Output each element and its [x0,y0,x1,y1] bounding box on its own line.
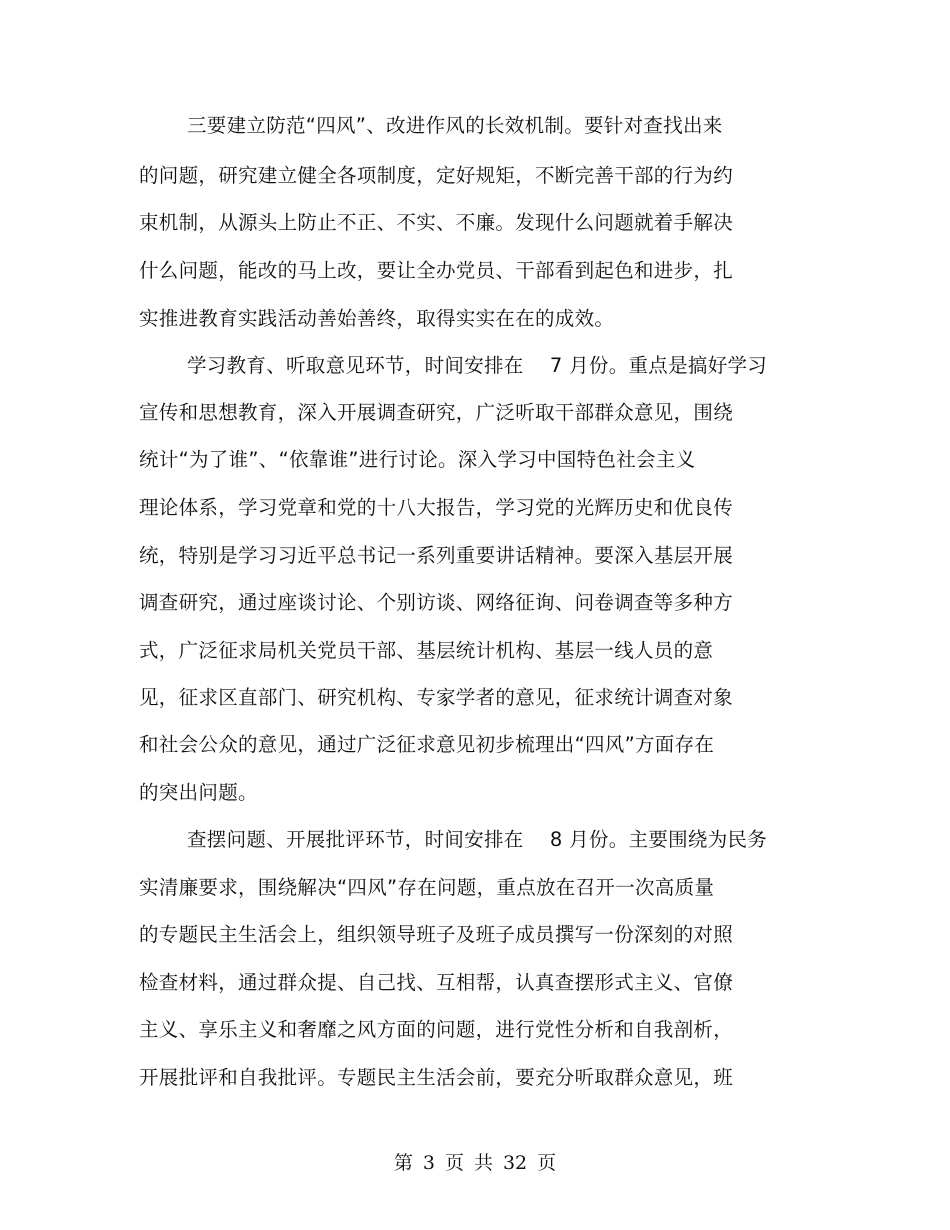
paragraph-2-line-6: 调查研究，通过座谈讨论、个别访谈、网络征询、问卷调查等多种方 [139,591,734,614]
paragraph-1-line-3: 束机制，从源头上防止不正、不实、不廉。发现什么问题就着手解决 [139,211,734,234]
paragraph-2-line-2: 宣传和思想教育，深入开展调查研究，广泛听取干部群众意见，围绕 [139,401,734,424]
paragraph-2-line-4: 理论体系，学习党章和党的十八大报告，学习党的光辉历史和优良传 [139,496,734,519]
paragraph-3-line-1: 查摆问题、开展批评环节，时间安排在 8 月份。主要围绕为民务 [187,828,768,851]
paragraph-1-line-5: 实推进教育实践活动善始善终，取得实实在在的成效。 [139,307,615,330]
page-number-footer [0,1148,950,1178]
paragraph-3-line-4: 检查材料，通过群众提、自己找、互相帮，认真查摆形式主义、官僚 [139,971,734,994]
paragraph-2-line-1: 学习教育、听取意见环节，时间安排在 7 月份。重点是搞好学习 [187,354,768,377]
current-page-number: 3 [422,1152,435,1174]
paragraph-2-line-8: 见，征求区直部门、研究机构、专家学者的意见，征求统计调查对象 [139,686,734,709]
paragraph-1-line-1: 三要建立防范“四风”、改进作风的长效机制。要针对查找出来 [187,114,723,137]
page-label-prefix: 第 [393,1152,413,1174]
paragraph-3-line-2: 实清廉要求，围绕解决“四风”存在问题，重点放在召开一次高质量 [139,876,715,899]
paragraph-3-line-3: 的专题民主生活会上，组织领导班子及班子成员撰写一份深刻的对照 [139,923,734,946]
total-label-prefix: 共 [473,1152,493,1174]
paragraph-3-line-6: 开展批评和自我批评。专题民主生活会前，要充分听取群众意见，班 [139,1066,734,1089]
total-page-count: 32 [502,1152,528,1174]
paragraph-3-line-5: 主义、享乐主义和奢靡之风方面的问题，进行党性分析和自我剖析， [139,1018,734,1041]
paragraph-2-line-9: 和社会公众的意见，通过广泛征求意见初步梳理出“四风”方面存在 [139,733,715,756]
paragraph-1-line-4: 什么问题，能改的马上改，要让全办党员、干部看到起色和进步，扎 [139,259,734,282]
paragraph-2-line-10: 的突出问题。 [139,781,258,804]
paragraph-2-line-3: 统计“为了谁”、“依靠谁”进行讨论。深入学习中国特色社会主义 [139,448,696,471]
paragraph-2-line-7: 式，广泛征求局机关党员干部、基层统计机构、基层一线人员的意 [139,639,714,662]
total-label-suffix: 页 [537,1152,557,1174]
paragraph-2-line-5: 统，特别是学习习近平总书记一系列重要讲话精神。要深入基层开展 [139,544,734,567]
paragraph-1-line-2: 的问题，研究建立健全各项制度，定好规矩，不断完善干部的行为约 [139,164,734,187]
page-label-suffix: 页 [444,1152,464,1174]
